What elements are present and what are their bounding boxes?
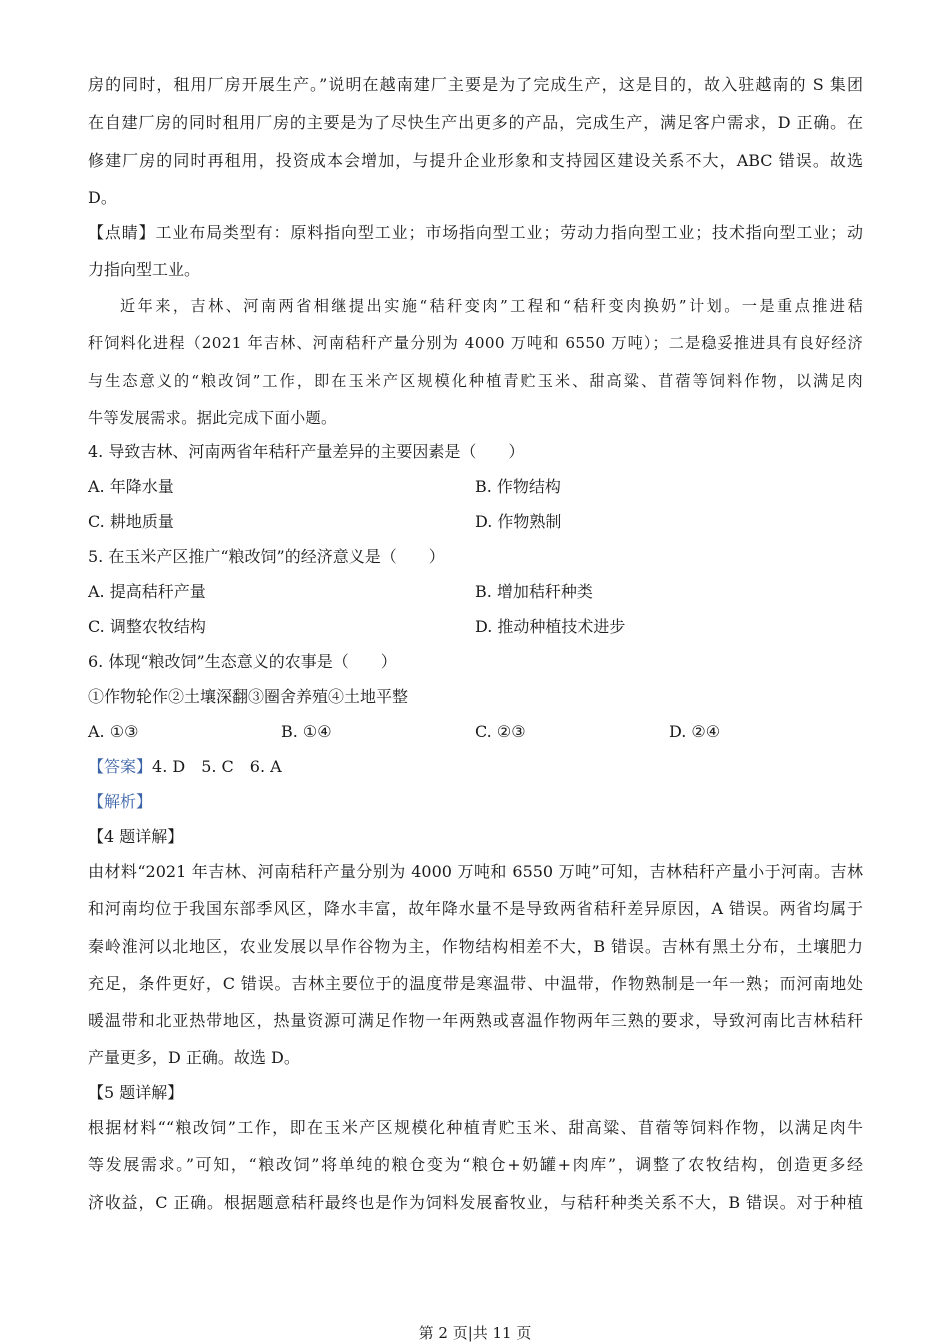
q5-option-a: A. 提高秸秆产量 bbox=[88, 582, 206, 601]
answer-line bbox=[88, 757, 863, 777]
intro-line-1: 房的同时，租用厂房开展生产。”说明在越南建厂主要是为了完成生产，这是目的，故入驻越南的 S 集团 bbox=[88, 75, 863, 94]
q6-option-a: A. ①③ bbox=[88, 722, 139, 741]
q5-option-d: D. 推动种植技术进步 bbox=[475, 617, 626, 636]
material-line-4: 牛等发展需求。据此完成下面小题。 bbox=[88, 409, 337, 427]
q5-option-b: B. 增加秸秆种类 bbox=[475, 582, 593, 601]
material-line-3: 与生态意义的“粮改饲”工作，即在玉米产区规模化种植青贮玉米、甜高粱、苜蓿等饲料作物，以满足肉 bbox=[88, 372, 863, 390]
intro-line-2: 在自建厂房的同时租用厂房的主要是为了尽快生产出更多的产品，完成生产，满足客户需求，D 正确。在 bbox=[88, 113, 863, 132]
analysis-label: 【解析】 bbox=[88, 792, 153, 811]
q4-option-a: A. 年降水量 bbox=[88, 477, 174, 496]
q6-option-d: D. ②④ bbox=[669, 722, 721, 741]
q6-option-c: C. ②③ bbox=[475, 722, 526, 741]
q6-stem: 6. 体现“粮改饲”生态意义的农事是（ ） bbox=[88, 652, 397, 671]
detail4-heading: 【4 题详解】 bbox=[88, 827, 184, 846]
detail4-line-1: 由材料“2021 年吉林、河南秸秆产量分别为 4000 万吨和 6550 万吨”可知，吉林秸秆产量小于河南。吉林 bbox=[88, 862, 863, 881]
q6-option-b: B. ①④ bbox=[281, 722, 332, 741]
detail5-line-1: 根据材料““粮改饲”工作，即在玉米产区规模化种植青贮玉米、甜高粱、苜蓿等饲料作物，以满足肉牛 bbox=[88, 1118, 863, 1137]
q4-stem: 4. 导致吉林、河南两省年秸秆产量差异的主要因素是（ ） bbox=[88, 442, 525, 461]
tip-line-1: 【点睛】工业布局类型有：原料指向型工业；市场指向型工业；劳动力指向型工业；技术指向型工业；动 bbox=[88, 223, 863, 242]
page-footer: 第 2 页|共 11 页 bbox=[418, 1324, 532, 1342]
detail4-line-6: 产量更多，D 正确。故选 D。 bbox=[88, 1048, 300, 1067]
q6-items: ①作物轮作②土壤深翻③圈舍养殖④土地平整 bbox=[88, 687, 409, 706]
q4-option-b: B. 作物结构 bbox=[475, 477, 561, 496]
detail4-line-3: 秦岭淮河以北地区，农业发展以旱作谷物为主，作物结构相差不大，B 错误。吉林有黑土分布，土壤肥力 bbox=[88, 937, 863, 956]
intro-line-4: D。 bbox=[88, 188, 117, 207]
detail4-line-5: 暖温带和北亚热带地区，热量资源可满足作物一年两熟或喜温作物两年三熟的要求，导致河南比吉林秸秆 bbox=[88, 1011, 863, 1030]
tip-line-2: 力指向型工业。 bbox=[88, 260, 201, 279]
material-line-2: 秆饲料化进程（2021 年吉林、河南秸秆产量分别为 4000 万吨和 6550 万吨）；二是稳妥推进具有良好经济 bbox=[88, 334, 863, 352]
detail5-heading: 【5 题详解】 bbox=[88, 1083, 184, 1102]
detail4-line-2: 和河南均位于我国东部季风区，降水丰富，故年降水量不是导致两省秸秆差异原因，A 错误。两省均属于 bbox=[88, 899, 863, 918]
q4-option-c: C. 耕地质量 bbox=[88, 512, 174, 531]
answer-label: 【答案】 bbox=[88, 757, 153, 776]
detail5-line-2: 等发展需求。”可知，“粮改饲”将单纯的粮仓变为“粮仓+奶罐+肉库”，调整了农牧结构，创造更多经 bbox=[88, 1155, 863, 1174]
q4-option-d: D. 作物熟制 bbox=[475, 512, 562, 531]
detail4-line-4: 充足，条件更好，C 错误。吉林主要位于的温度带是寒温带、中温带，作物熟制是一年一熟；而河南地处 bbox=[88, 974, 863, 993]
material-line-1: 近年来，吉林、河南两省相继提出实施“秸秆变肉”工程和“秸秆变肉换奶”计划。一是重点推进秸 bbox=[120, 297, 863, 315]
q5-stem: 5. 在玉米产区推广“粮改饲”的经济意义是（ ） bbox=[88, 547, 445, 566]
detail5-line-3: 济收益，C 正确。根据题意秸秆最终也是作为饲料发展畜牧业，与秸秆种类关系不大，B 错误。对于种植 bbox=[88, 1193, 863, 1212]
intro-line-3: 修建厂房的同时再租用，投资成本会增加，与提升企业形象和支持园区建设关系不大，ABC 错误。故选 bbox=[88, 151, 863, 170]
q5-option-c: C. 调整农牧结构 bbox=[88, 617, 206, 636]
answer-text: 4. D 5. C 6. A bbox=[152, 757, 282, 776]
